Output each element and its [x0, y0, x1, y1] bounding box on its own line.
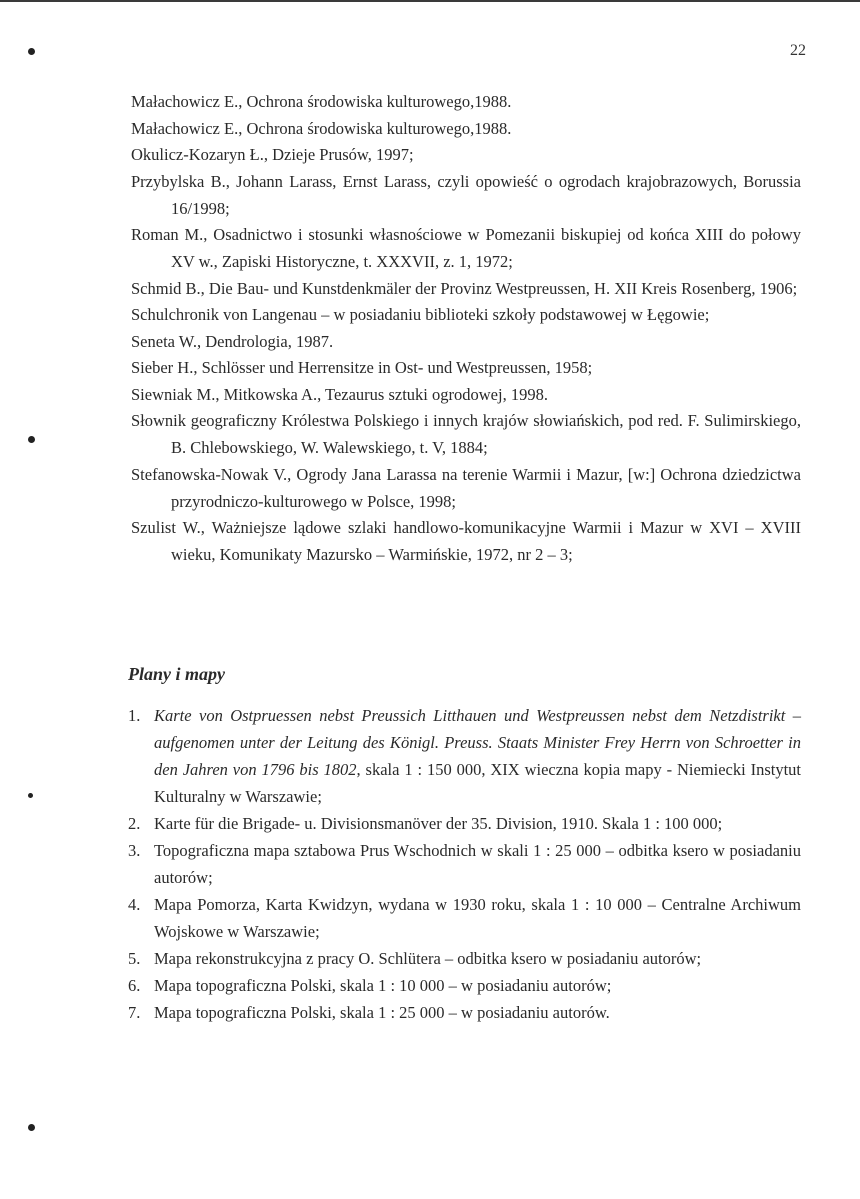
- bibliography-entry: Małachowicz E., Ochrona środowiska kulturowego,1988.: [131, 92, 512, 111]
- section-heading: Plany i mapy: [128, 664, 225, 684]
- map-entry-text: Mapa topograficzna Polski, skala 1 : 10 000 – w posiadaniu autorów;: [154, 976, 612, 995]
- punch-hole-mark: [28, 436, 35, 443]
- map-entry: [128, 891, 801, 945]
- map-entry: [128, 837, 801, 891]
- bibliography-entry: Schulchronik von Langenau – w posiadaniu biblioteki szkoły podstawowej w Łęgowie;: [131, 305, 710, 324]
- map-entry: [128, 972, 801, 999]
- punch-hole-mark: [28, 48, 35, 55]
- map-entry-number: 7.: [128, 1003, 141, 1022]
- map-entry: [128, 999, 801, 1026]
- bibliography-entry: Okulicz-Kozaryn Ł., Dzieje Prusów, 1997;: [131, 145, 414, 164]
- map-entry-text: Mapa rekonstrukcyjna z pracy O. Schlütera – odbitka ksero w posiadaniu autorów;: [154, 949, 702, 968]
- map-entry-number: 5.: [128, 949, 141, 968]
- map-entry: [128, 945, 801, 972]
- map-entry-number: 4.: [128, 895, 141, 914]
- map-entry: [128, 810, 801, 837]
- bibliography-entry: Małachowicz E., Ochrona środowiska kulturowego,1988.: [131, 118, 512, 138]
- bibliography-entry: Seneta W., Dendrologia, 1987.: [131, 331, 334, 351]
- bibliography-list: [131, 88, 801, 568]
- map-entry-title: Karte von Ostpruessen nebst Preussich Litthauen und Westpreussen nebst dem Netzdistrikt – aufgenomen unter der Leitung des Königl. Preuss. Staats Minister Frey Herrn von Schroetter in den Jahren von 1796 bis 1802: [154, 706, 801, 779]
- map-entry-text: Karte für die Brigade- u. Divisionsmanöver der 35. Division, 1910. Skala 1 : 100 000;: [154, 814, 723, 833]
- bibliography-entry: Schmid B., Die Bau- und Kunstdenkmäler der Provinz Westpreussen, H. XII Kreis Rosenberg, 1906;: [131, 278, 798, 298]
- bibliography-entry: Siewniak M., Mitkowska A., Tezaurus sztuki ogrodowej, 1998.: [131, 384, 548, 404]
- map-entry-number: 3.: [128, 841, 141, 860]
- map-entry-number: 2.: [128, 814, 141, 833]
- bibliography-entry: Słownik geograficzny Królestwa Polskiego i innych krajów słowiańskich, pod red. F. Sulimirskiego, B. Chlebowskiego, W. Walewskiego, t. V, 1884;: [131, 411, 801, 457]
- scan-top-edge: [0, 0, 860, 2]
- bibliography-entry: Przybylska B., Johann Larass, Ernst Larass, czyli opowieść o ogrodach krajobrazowych, Borussia 16/1998;: [131, 171, 801, 218]
- bibliography-entry: Stefanowska-Nowak V., Ogrody Jana Larassa na terenie Warmii i Mazur, [w:] Ochrona dziedzictwa przyrodniczo-kulturowego w Polsce, 1998;: [131, 464, 801, 511]
- bibliography-entry: Roman M., Osadnictwo i stosunki własnościowe w Pomezanii biskupiej od końca XIII do połowy XV w., Zapiski Historyczne, t. XXXVII, z. 1, 1972;: [131, 225, 801, 271]
- map-entry-text: Topograficzna mapa sztabowa Prus Wschodnich w skali 1 : 25 000 – odbitka ksero w posiadaniu autorów;: [154, 841, 801, 887]
- map-entry-text: , skala 1 : 150 000, XIX wieczna kopia mapy - Niemiecki Instytut Kulturalny w Warszawie;: [154, 760, 801, 806]
- punch-hole-mark: [28, 1124, 35, 1131]
- maps-list: [128, 702, 801, 1026]
- map-entry: [128, 702, 801, 810]
- page-number: 22: [790, 42, 806, 59]
- bibliography-entry: Sieber H., Schlösser und Herrensitze in Ost- und Westpreussen, 1958;: [131, 358, 593, 377]
- map-entry-number: 6.: [128, 976, 141, 995]
- punch-hole-mark: [28, 793, 33, 798]
- map-entry-number: 1.: [128, 706, 141, 725]
- map-entry-text: Mapa topograficzna Polski, skala 1 : 25 000 – w posiadaniu autorów.: [154, 1003, 610, 1022]
- map-entry-text: Mapa Pomorza, Karta Kwidzyn, wydana w 1930 roku, skala 1 : 10 000 – Centralne Archiwum Wojskowe w Warszawie;: [154, 895, 801, 941]
- bibliography-entry: Szulist W., Ważniejsze lądowe szlaki handlowo-komunikacyjne Warmii i Mazur w XVI – XVIII wieku, Komunikaty Mazursko – Warmińskie, 1972, nr 2 – 3;: [131, 518, 801, 564]
